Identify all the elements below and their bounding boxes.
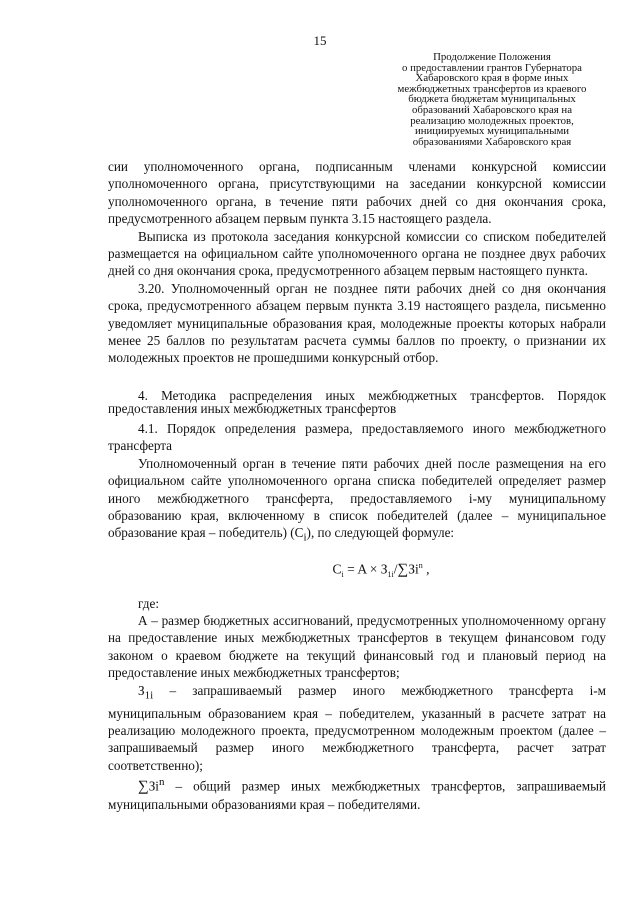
paragraph-extract: Выписка из протокола заседания конкурсной комиссии со списком победителей размещается на официальном сайте уполномоченного органа не позднее двух рабочих дней со дня окончания срока, предусмотренного абзацем первым настоящего пункта. bbox=[108, 228, 606, 279]
section-heading: 4. Методика распределения иных межбюджетных трансфертов. Порядок предоставления иных межбюджетных трансфертов bbox=[108, 387, 606, 416]
definition-sum-sigma: ∑ bbox=[138, 778, 149, 795]
page-number: 15 bbox=[313, 33, 327, 48]
definition-z-symbol: З bbox=[138, 682, 145, 698]
where-label: где: bbox=[138, 595, 159, 611]
header-line: Продолжение Положения bbox=[433, 51, 551, 63]
header-line: межбюджетных трансфертов из краевого bbox=[397, 82, 587, 95]
formula-eq: = A × З bbox=[343, 561, 388, 577]
ci-subscript: i bbox=[303, 531, 307, 544]
formula-sigma: ∑ bbox=[397, 561, 409, 578]
header-line: бюджета бюджетам муниципальных bbox=[408, 93, 576, 106]
formula-zi-sup: n bbox=[418, 561, 423, 571]
formula-zi: Зi bbox=[408, 561, 419, 577]
header-line: инициируемых муниципальными bbox=[414, 125, 570, 138]
formula-z-sub: 1i bbox=[387, 570, 394, 580]
header-line: Хабаровского края в форме иных bbox=[415, 72, 569, 85]
definition-sum-symbol: Зi bbox=[148, 778, 159, 794]
header-line: образований Хабаровского края на bbox=[412, 103, 572, 116]
formula-lhs: C bbox=[332, 561, 342, 577]
definition-z-text: – запрашиваемый размер иного межбюджетного трансферта i-м муниципальным образованием края – победителем, указанный в расчете затрат на реализацию молодежного проекта, предусмотренном молодежным проектом (далее – запрашиваемый размер иного межбюджетного трансферта, расчет затрат соответственно); bbox=[108, 682, 606, 773]
definition-sum-text: – общий размер иных межбюджетных трансфертов, запрашиваемый муниципальными образованиями края – победителями. bbox=[108, 778, 606, 813]
header-line: о предоставлении грантов Губернатора bbox=[402, 61, 582, 74]
paragraph-authority-text: Уполномоченный орган в течение пяти рабочих дней после размещения на его официальном сайте уполномоченного органа списка победителей определяет размер иного межбюджетного трансферта, предоставляемого i-му муниципальному образованию края, включенному в список победителей (далее – муниципальное образование края – победитель) (C bbox=[108, 455, 606, 541]
paragraph-authority-end: ), по следующей формуле: bbox=[306, 525, 455, 541]
formula bbox=[108, 557, 606, 584]
header-line: реализацию молодежных проектов, bbox=[410, 114, 574, 127]
paragraph-3-20: 3.20. Уполномоченный орган не позднее пяти рабочих дней со дня окончания срока, предусмотренного абзацем первым пункта 3.19 настоящего раздела, письменно уведомляет муниципальные образования края, молодежные проекты которых набрали менее 25 баллов по результатам расчета суммы баллов по проекту, о признании их молодежных проектов не прошедшими конкурсный отбор. bbox=[108, 280, 606, 366]
definition-z-sub: 1i bbox=[144, 689, 154, 702]
paragraph-continuation: сии уполномоченного органа, подписанным членами конкурсной комиссии уполномоченного органа, присутствующими на заседании конкурсной комиссии уполномоченного органа, в течение пяти рабочих дней со дня окончания срока, предусмотренного абзацем первым пункта 3.15 настоящего раздела. bbox=[108, 159, 606, 227]
formula-slash: / bbox=[393, 561, 398, 577]
document-header bbox=[362, 52, 622, 147]
definition-z1i bbox=[108, 682, 606, 775]
definition-a: А – размер бюджетных ассигнований, предусмотренных уполномоченному органу на предоставление иных межбюджетных трансфертов в текущем финансовом году законом о краевом бюджете на текущий финансовый год и плановый период на предоставление иных межбюджетных трансфертов; bbox=[108, 612, 606, 681]
header-line: образованиями Хабаровского края bbox=[412, 135, 572, 148]
definition-sum-sup: n bbox=[158, 776, 165, 789]
formula-lhs-sub: i bbox=[341, 570, 344, 580]
paragraph-4-1: 4.1. Порядок определения размера, предоставляемого иного межбюджетного трансферта bbox=[108, 420, 606, 454]
document-body bbox=[108, 158, 606, 813]
definition-sum bbox=[108, 774, 606, 813]
formula-tail: , bbox=[422, 561, 430, 577]
paragraph-authority bbox=[108, 455, 606, 548]
